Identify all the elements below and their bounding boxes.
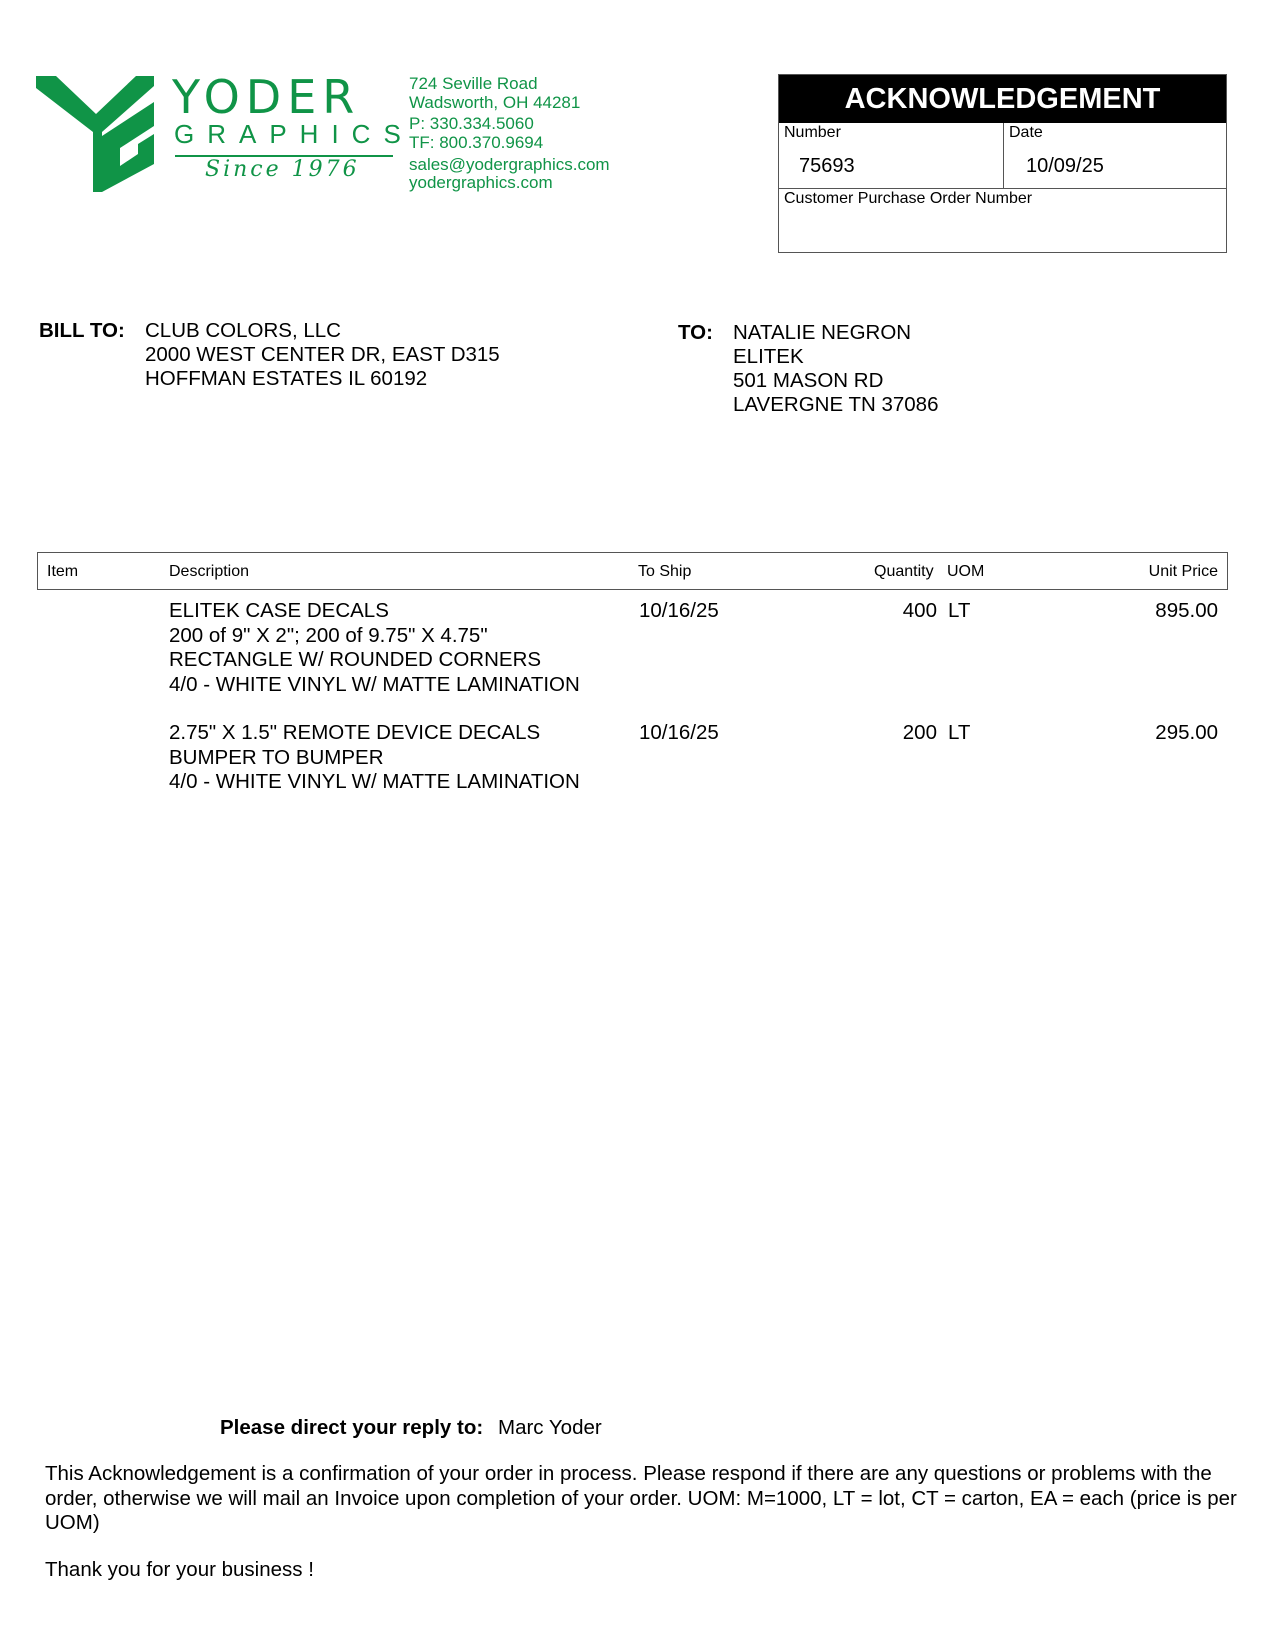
logo-name: YODER [172, 70, 361, 124]
header-description: Description [169, 563, 250, 580]
po-label: Customer Purchase Order Number [784, 190, 1033, 207]
row-to-ship: 10/16/25 [639, 599, 719, 622]
row-unit-price: 895.00 [1155, 599, 1218, 622]
table-header [37, 552, 1228, 590]
company-toll-free: TF: 800.370.9694 [409, 133, 544, 152]
row-quantity: 200 [902, 721, 937, 744]
bill-to-line: 2000 WEST CENTER DR, EAST D315 [145, 343, 500, 366]
company-address-2: Wadsworth, OH 44281 [409, 93, 581, 112]
company-email[interactable]: sales@yodergraphics.com [409, 155, 610, 174]
row-quantity: 400 [902, 599, 937, 622]
row-to-ship: 10/16/25 [639, 721, 719, 744]
row-description-line: 4/0 - WHITE VINYL W/ MATTE LAMINATION [169, 673, 580, 696]
doc-title: ACKNOWLEDGEMENT [779, 75, 1226, 123]
row-description-line: 2.75" X 1.5" REMOTE DEVICE DECALS [169, 721, 541, 744]
bill-to-line: CLUB COLORS, LLC [145, 319, 341, 342]
row-description-line: ELITEK CASE DECALS [169, 599, 389, 622]
row-uom: LT [948, 599, 971, 622]
ship-to-line: NATALIE NEGRON [733, 321, 912, 344]
reply-name: Marc Yoder [498, 1416, 602, 1439]
ship-to-line: 501 MASON RD [733, 369, 884, 392]
date-value: 10/09/25 [1026, 155, 1104, 177]
row-description-line: 4/0 - WHITE VINYL W/ MATTE LAMINATION [169, 770, 580, 793]
number-label: Number [784, 124, 841, 141]
bill-to-label: BILL TO: [39, 319, 125, 342]
company-phone: P: 330.334.5060 [409, 114, 534, 133]
row-uom: LT [948, 721, 971, 744]
header-uom: UOM [947, 563, 985, 580]
logo-sub: GRAPHICS [174, 119, 414, 149]
row-description-line: RECTANGLE W/ ROUNDED CORNERS [169, 648, 542, 671]
row-unit-price: 295.00 [1155, 721, 1218, 744]
footer-note: This Acknowledgement is a confirmation of your order in process. Please respond if there are any questions or problems with the order, otherwise we will mail an Invoice upon completion of your order. UOM: M=1000, LT = lot, CT = carton, EA = each (price is per UOM) [45, 1462, 1237, 1534]
header-quantity: Quantity [874, 563, 934, 580]
bill-to-line: HOFFMAN ESTATES IL 60192 [145, 367, 428, 390]
date-label: Date [1009, 124, 1043, 141]
ship-to-line: LAVERGNE TN 37086 [733, 393, 939, 416]
yoder-graphics-logo-icon [36, 74, 158, 194]
divider [1003, 123, 1004, 188]
company-website[interactable]: yodergraphics.com [409, 173, 553, 192]
header-item: Item [47, 563, 79, 580]
ship-to-label: TO: [678, 321, 713, 344]
company-address-1: 724 Seville Road [409, 74, 538, 93]
row-description-line: BUMPER TO BUMPER [169, 746, 384, 769]
header-to-ship: To Ship [638, 563, 692, 580]
logo-since: Since 1976 [205, 157, 360, 182]
reply-label: Please direct your reply to: [220, 1416, 484, 1439]
thank-you: Thank you for your business ! [45, 1558, 314, 1581]
acknowledgement-box [778, 74, 1227, 253]
number-value: 75693 [799, 155, 855, 177]
ship-to-line: ELITEK [733, 345, 804, 368]
row-description-line: 200 of 9" X 2"; 200 of 9.75" X 4.75" [169, 624, 488, 647]
header-unit-price: Unit Price [1148, 563, 1218, 580]
